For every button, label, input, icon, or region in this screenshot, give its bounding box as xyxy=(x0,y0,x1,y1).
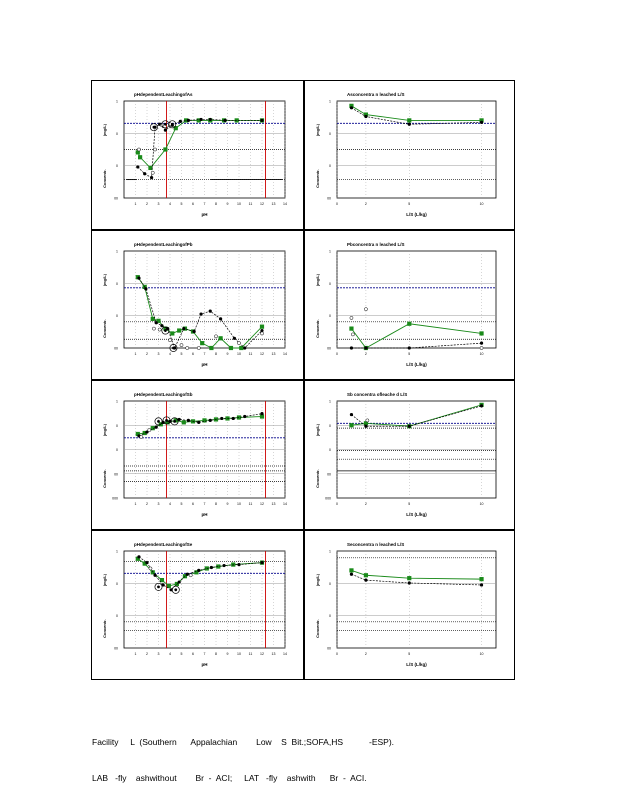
x-tick-label: 5 xyxy=(180,202,183,206)
data-point-lab xyxy=(364,346,367,349)
data-point-lat xyxy=(408,119,411,122)
x-tick-label: 13 xyxy=(271,202,276,206)
y-tick-label: 00 xyxy=(114,472,118,477)
y-tick-label: 0 xyxy=(329,614,331,619)
data-point-lab xyxy=(178,580,181,583)
x-tick-label: 6 xyxy=(192,352,194,356)
y-tick-label: 0 xyxy=(116,423,118,428)
open-data-point xyxy=(260,332,263,335)
x-tick-label: 8 xyxy=(215,652,217,656)
data-point-lab xyxy=(179,120,182,123)
data-point-lab xyxy=(480,121,483,124)
chart-svg xyxy=(305,81,516,231)
x-tick-label: 2 xyxy=(364,652,367,656)
y-tick-label: 1 xyxy=(116,399,118,404)
plot-area xyxy=(337,101,496,198)
open-data-point xyxy=(364,308,367,311)
data-point-lab xyxy=(260,412,263,415)
data-point-lab xyxy=(209,419,212,422)
x-tick-label: 10 xyxy=(237,502,241,506)
x-tick-label: 8 xyxy=(215,502,217,506)
open-data-point xyxy=(197,346,200,349)
data-point-lat xyxy=(408,322,411,325)
x-axis-label: L/S (L/kg) xyxy=(406,662,427,667)
chart-title: pHdependentLeachingofPb xyxy=(134,242,193,247)
x-tick-label: 0 xyxy=(336,352,338,356)
data-point-lab xyxy=(237,563,240,566)
y-axis-label: Concentr. xyxy=(315,619,320,638)
x-axis-label: pH xyxy=(201,662,208,667)
y-tick-label: 0 xyxy=(116,614,118,619)
y-axis-label: Concentr. xyxy=(315,469,320,488)
data-point-lab xyxy=(187,419,190,422)
x-tick-label: 5 xyxy=(408,502,411,506)
y-tick-label: 0 xyxy=(116,314,118,319)
data-point-lab xyxy=(155,321,158,324)
data-point-lat xyxy=(350,327,353,330)
x-tick-label: 0 xyxy=(336,502,338,506)
chart-panel-6 xyxy=(304,380,515,530)
y-tick-label: 0 xyxy=(116,164,118,169)
data-point-lab xyxy=(243,346,246,349)
x-tick-label: 2 xyxy=(146,352,148,356)
y-axis-unit: (mg/L) xyxy=(315,423,320,437)
x-tick-label: 7 xyxy=(203,502,206,506)
data-point-lab xyxy=(220,417,223,420)
data-point-lat xyxy=(171,332,174,335)
data-point-lab xyxy=(150,176,153,179)
y-tick-label: 1 xyxy=(116,549,118,554)
data-point-lat xyxy=(210,346,213,349)
data-point-lab xyxy=(160,324,163,327)
y-tick-label: 0 xyxy=(329,314,331,319)
x-tick-label: 12 xyxy=(260,352,264,356)
x-tick-label: 5 xyxy=(180,352,183,356)
data-point-lab xyxy=(193,330,196,333)
x-tick-label: 3 xyxy=(157,202,160,206)
open-data-point xyxy=(149,567,152,570)
x-tick-label: 9 xyxy=(226,652,229,656)
y-axis-unit: (mg/L) xyxy=(102,423,107,437)
data-point-lat xyxy=(229,346,232,349)
data-point-lat xyxy=(480,578,483,581)
y-tick-label: 000 xyxy=(112,496,118,501)
data-point-lat xyxy=(149,166,152,169)
data-point-lat xyxy=(139,156,142,159)
y-tick-label: 0 xyxy=(116,131,118,136)
data-point-lab xyxy=(350,413,353,416)
data-point-lab xyxy=(219,317,222,320)
data-point-lab xyxy=(408,123,411,126)
series-line-lab xyxy=(351,108,481,124)
x-tick-label: 2 xyxy=(364,202,367,206)
chart-svg xyxy=(92,81,305,231)
circled-data-point-center xyxy=(171,123,174,126)
data-point-lab xyxy=(145,561,148,564)
x-tick-label: 8 xyxy=(215,202,217,206)
x-tick-label: 5 xyxy=(408,202,411,206)
data-point-lat xyxy=(201,342,204,345)
x-tick-label: 11 xyxy=(248,202,253,206)
open-data-point xyxy=(168,339,171,342)
x-axis-label: pH xyxy=(201,512,208,517)
y-axis-label: Concentr. xyxy=(315,319,320,338)
x-tick-label: 5 xyxy=(180,502,183,506)
chart-svg xyxy=(92,381,305,531)
x-tick-label: 10 xyxy=(479,202,484,206)
y-axis-label: Concentr. xyxy=(315,169,320,188)
x-tick-label: 3 xyxy=(157,502,160,506)
data-point-lab xyxy=(186,573,189,576)
chart-panel-7 xyxy=(91,530,304,680)
x-tick-label: 11 xyxy=(248,352,253,356)
chart-title: Pbconcentra n leached L/S xyxy=(347,242,405,247)
data-point-lab xyxy=(480,342,483,345)
x-axis-label: L/S (L/kg) xyxy=(406,212,427,217)
open-data-point xyxy=(153,148,156,151)
data-point-lab xyxy=(137,277,140,280)
x-tick-label: 7 xyxy=(203,202,206,206)
data-point-lab xyxy=(187,119,190,122)
x-axis-label: pH xyxy=(201,362,208,367)
x-tick-label: 2 xyxy=(146,202,148,206)
x-tick-label: 7 xyxy=(203,652,206,656)
x-tick-label: 1 xyxy=(134,652,137,656)
data-point-lab xyxy=(199,118,202,121)
data-point-lab xyxy=(243,415,246,418)
x-tick-label: 1 xyxy=(134,202,137,206)
data-point-lab xyxy=(364,115,367,118)
y-tick-label: 0 xyxy=(329,581,331,586)
x-tick-label: 9 xyxy=(226,202,229,206)
y-axis-unit: (mg/L) xyxy=(102,273,107,287)
y-tick-label: 0 xyxy=(329,164,331,169)
y-axis-unit: (mg/L) xyxy=(315,273,320,287)
x-tick-label: 7 xyxy=(203,352,206,356)
chart-svg xyxy=(305,381,516,531)
y-axis-label: Concentr. xyxy=(102,169,107,188)
data-point-lab xyxy=(364,425,367,428)
circled-data-point-center xyxy=(153,126,156,129)
x-tick-label: 4 xyxy=(169,352,171,356)
open-data-point xyxy=(137,148,140,151)
data-point-lab xyxy=(408,346,411,349)
chart-panel-5 xyxy=(91,380,304,530)
x-tick-label: 14 xyxy=(283,502,287,506)
data-point-lat xyxy=(240,346,243,349)
open-data-point xyxy=(180,343,183,346)
circled-data-point-center xyxy=(174,588,177,591)
x-tick-label: 6 xyxy=(192,202,194,206)
chart-svg xyxy=(305,231,516,381)
x-tick-label: 1 xyxy=(134,352,137,356)
data-point-lat xyxy=(408,577,411,580)
data-point-lab xyxy=(408,425,411,428)
data-point-lab xyxy=(260,561,263,564)
data-point-lab xyxy=(210,566,213,569)
open-data-point xyxy=(351,333,354,336)
y-axis-unit: (mg/L) xyxy=(102,123,107,137)
x-tick-label: 10 xyxy=(237,202,241,206)
x-tick-label: 11 xyxy=(248,502,253,506)
data-point-lab xyxy=(232,417,235,420)
data-point-lat xyxy=(364,574,367,577)
data-point-lab xyxy=(209,310,212,313)
data-point-lab xyxy=(233,337,236,340)
y-tick-label: 1 xyxy=(329,99,331,104)
x-tick-label: 5 xyxy=(180,652,183,656)
chart-title: Sb concentra ofleache d L/S xyxy=(347,392,408,397)
x-axis-label: L/S (L/kg) xyxy=(406,362,427,367)
data-point-lat xyxy=(151,317,154,320)
chart-title: pHdependentLeachingofSe xyxy=(134,542,193,547)
x-tick-label: 2 xyxy=(364,502,367,506)
open-data-point xyxy=(152,327,155,330)
x-tick-label: 13 xyxy=(271,352,276,356)
open-data-point xyxy=(214,335,217,338)
data-point-lab xyxy=(199,312,202,315)
x-tick-label: 10 xyxy=(237,352,241,356)
x-tick-label: 0 xyxy=(336,652,338,656)
caption-line-2: LAB -fly ashwithout Br - ACI; LAT -fly ashwith Br - ACI. xyxy=(92,773,367,783)
x-tick-label: 0 xyxy=(336,202,338,206)
chart-svg xyxy=(92,231,305,381)
chart-panel-2 xyxy=(304,80,515,230)
data-point-lab xyxy=(137,555,140,558)
x-tick-label: 12 xyxy=(260,502,264,506)
x-tick-label: 10 xyxy=(479,352,484,356)
x-tick-label: 2 xyxy=(364,352,367,356)
data-point-lat xyxy=(480,332,483,335)
circled-data-point-center xyxy=(164,329,167,332)
data-point-lab xyxy=(155,426,158,429)
circled-data-point-center xyxy=(172,347,175,350)
data-point-lat xyxy=(350,424,353,427)
chart-title: pHdependentLeachingofAs xyxy=(134,92,193,97)
x-tick-label: 10 xyxy=(479,652,484,656)
data-point-lab xyxy=(153,574,156,577)
chart-svg xyxy=(305,531,516,681)
x-tick-label: 5 xyxy=(408,352,411,356)
open-data-point xyxy=(366,419,369,422)
data-point-lab xyxy=(143,172,146,175)
y-axis-unit: (mg/L) xyxy=(315,573,320,587)
y-tick-label: 00 xyxy=(114,196,118,201)
data-point-lat xyxy=(178,329,181,332)
data-point-lat xyxy=(260,325,263,328)
y-tick-label: 0 xyxy=(329,448,331,452)
data-point-lab xyxy=(260,119,263,122)
chart-panel-1 xyxy=(91,80,304,230)
series-line-lat xyxy=(351,106,481,121)
circled-data-point-center xyxy=(173,420,176,423)
open-data-point xyxy=(350,316,353,319)
x-tick-label: 6 xyxy=(192,502,194,506)
circled-data-point-center xyxy=(165,419,168,422)
caption-line-1: Facility L (Southern Appalachian Low S Bit.;SOFA,HS -ESP). xyxy=(92,737,395,747)
y-tick-label: 00 xyxy=(327,646,331,651)
y-tick-label: 0 xyxy=(329,423,331,428)
data-point-lat xyxy=(219,337,222,340)
y-axis-label: Concentr. xyxy=(102,469,107,488)
y-tick-label: 00 xyxy=(114,346,118,351)
y-tick-label: 1 xyxy=(329,549,331,554)
chart-title: pHdependentLeachingofSb xyxy=(134,392,193,397)
data-point-lab xyxy=(480,583,483,586)
chart-title: Seconcentra n leached L/S xyxy=(347,542,405,547)
data-point-lab xyxy=(408,581,411,584)
chart-panel-3 xyxy=(91,230,304,380)
plot-area xyxy=(337,551,496,648)
y-tick-label: 1 xyxy=(329,399,331,404)
x-axis-label: L/S (L/kg) xyxy=(406,512,427,517)
data-point-lab xyxy=(350,346,353,349)
open-data-point xyxy=(189,574,192,577)
circled-data-point-center xyxy=(157,585,160,588)
data-point-lat xyxy=(160,579,163,582)
data-point-lab xyxy=(350,573,353,576)
y-axis-unit: (mg/L) xyxy=(315,123,320,137)
series-line-lat xyxy=(351,570,481,579)
y-tick-label: 0 xyxy=(116,281,118,286)
x-tick-label: 2 xyxy=(146,502,148,506)
data-point-lab xyxy=(197,421,200,424)
data-point-lat xyxy=(260,415,263,418)
y-tick-label: 1 xyxy=(116,249,118,254)
y-tick-label: 00 xyxy=(327,346,331,351)
x-tick-label: 14 xyxy=(283,202,287,206)
circled-data-point-center xyxy=(157,420,160,423)
chart-title: Asconcentra n leached L/S xyxy=(347,92,405,97)
open-data-point xyxy=(140,435,143,438)
x-axis-label: pH xyxy=(201,212,208,217)
x-tick-label: 12 xyxy=(260,652,264,656)
y-axis-label: Concentr. xyxy=(102,619,107,638)
x-tick-label: 13 xyxy=(271,502,276,506)
data-point-lab xyxy=(350,106,353,109)
data-point-lab xyxy=(480,404,483,407)
open-data-point xyxy=(186,346,189,349)
x-tick-label: 3 xyxy=(157,652,160,656)
y-tick-label: 0 xyxy=(116,581,118,586)
series-line-lat xyxy=(138,559,262,586)
chart-panel-4 xyxy=(304,230,515,380)
circled-data-point-center xyxy=(164,123,167,126)
data-point-lab xyxy=(164,129,167,132)
x-tick-label: 4 xyxy=(169,652,171,656)
open-data-point xyxy=(480,346,483,349)
y-tick-label: 1 xyxy=(329,249,331,254)
data-point-lab xyxy=(144,287,147,290)
data-point-lab xyxy=(224,119,227,122)
y-tick-label: 000 xyxy=(325,496,331,501)
y-tick-label: 00 xyxy=(114,646,118,651)
x-tick-label: 10 xyxy=(479,502,484,506)
y-tick-label: 0 xyxy=(329,281,331,286)
y-axis-label: Concentr. xyxy=(102,319,107,338)
y-tick-label: 00 xyxy=(327,472,331,477)
data-point-lab xyxy=(136,165,139,168)
y-tick-label: 0 xyxy=(329,131,331,136)
open-data-point xyxy=(148,429,151,432)
x-tick-label: 10 xyxy=(237,652,241,656)
data-point-lat xyxy=(350,569,353,572)
x-tick-label: 5 xyxy=(408,652,411,656)
x-tick-label: 4 xyxy=(169,502,171,506)
x-tick-label: 14 xyxy=(283,352,287,356)
data-point-lab xyxy=(182,327,185,330)
y-axis-unit: (mg/L) xyxy=(102,573,107,587)
data-point-lab xyxy=(364,579,367,582)
x-tick-label: 6 xyxy=(192,652,194,656)
data-point-lab xyxy=(209,118,212,121)
x-tick-label: 8 xyxy=(215,352,217,356)
x-tick-label: 9 xyxy=(226,352,229,356)
chart-panel-8 xyxy=(304,530,515,680)
data-point-lat xyxy=(164,148,167,151)
x-tick-label: 1 xyxy=(134,502,137,506)
plot-area xyxy=(337,251,496,348)
y-tick-label: 1 xyxy=(116,99,118,104)
x-tick-label: 3 xyxy=(157,352,160,356)
data-point-lat xyxy=(167,584,170,587)
open-data-point xyxy=(237,342,240,345)
data-point-lat xyxy=(182,421,185,424)
data-point-lab xyxy=(222,564,225,567)
y-tick-label: 0 xyxy=(116,448,118,452)
x-tick-label: 11 xyxy=(248,652,253,656)
x-tick-label: 2 xyxy=(146,652,148,656)
data-point-lat xyxy=(232,563,235,566)
x-tick-label: 13 xyxy=(271,652,276,656)
figure-caption xyxy=(92,712,394,808)
open-data-point xyxy=(151,171,154,174)
x-tick-label: 14 xyxy=(283,652,287,656)
open-data-point xyxy=(158,328,161,331)
chart-svg xyxy=(92,531,305,681)
x-tick-label: 9 xyxy=(226,502,229,506)
data-point-lab xyxy=(197,569,200,572)
x-tick-label: 4 xyxy=(169,202,171,206)
x-tick-label: 12 xyxy=(260,202,264,206)
y-tick-label: 00 xyxy=(327,196,331,201)
